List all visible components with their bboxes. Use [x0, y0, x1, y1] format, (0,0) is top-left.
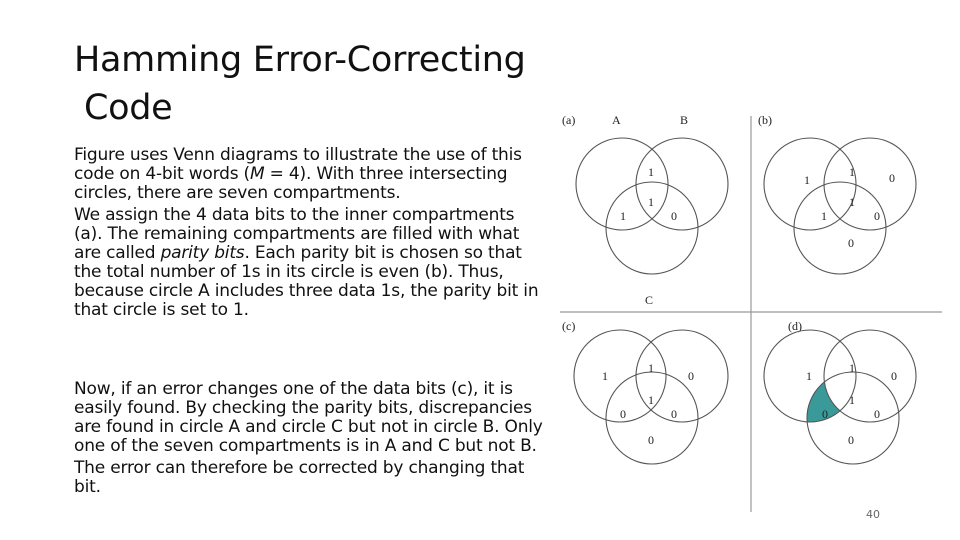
panel-b	[758, 113, 916, 274]
page-number: 40	[866, 508, 880, 521]
circle-b	[636, 330, 728, 422]
panel-d-tag: (d)	[788, 319, 802, 333]
circle-a-label: A	[612, 113, 621, 127]
slide-title	[74, 36, 554, 132]
value-a-only: 1	[806, 369, 812, 383]
circle-b	[636, 138, 728, 230]
paragraph-1-text-b: = 4). With three intersecting circles, there are seven compartments.	[74, 164, 508, 203]
value-ab: 1	[849, 165, 855, 179]
value-a-only: 1	[804, 173, 810, 187]
value-c-only: 0	[848, 236, 854, 250]
value-b-only: 0	[889, 171, 895, 185]
paragraph-1	[74, 146, 544, 203]
value-abc: 1	[849, 195, 855, 209]
body-text-bottom	[74, 380, 544, 500]
value-ac: 0	[620, 407, 626, 421]
value-ab: 1	[849, 361, 855, 375]
value-bc: 0	[671, 209, 677, 223]
value-c-only: 0	[648, 433, 654, 447]
error-highlight	[807, 330, 916, 464]
value-ab: 1	[648, 165, 654, 179]
title-line-1: Hamming Error-Correcting	[74, 40, 526, 80]
body-text-top	[74, 146, 544, 323]
title-line-2: Code	[84, 88, 173, 128]
circle-c-label: C	[645, 293, 654, 307]
circle-c	[794, 182, 886, 274]
value-c-only: 0	[848, 433, 854, 447]
panel-a	[562, 113, 728, 307]
panel-b-tag: (b)	[758, 113, 772, 127]
paragraph-3: Now, if an error changes one of the data bits (c), it is easily found. By checking the parity bits, discrepancies are found in circle A and circle C but not in circle B. Only one of the seven compartments is in A and C but not B.	[74, 379, 543, 456]
paragraph-4: The error can therefore be corrected by changing that bit.	[74, 458, 525, 497]
value-a-only: 1	[602, 369, 608, 383]
value-abc: 1	[648, 393, 654, 407]
circle-b-label: B	[680, 113, 689, 127]
paragraph-2-text-a: We assign the 4 data bits to the inner compartments (a). The remaining compartments are filled with what are called	[74, 205, 520, 263]
venn-figure	[560, 108, 942, 520]
paragraph-2-italic: parity bits	[160, 243, 245, 263]
value-ac: 0	[822, 407, 828, 421]
value-bc: 0	[874, 407, 880, 421]
value-bc: 0	[671, 407, 677, 421]
value-b-only: 0	[891, 369, 897, 383]
value-b-only: 0	[688, 369, 694, 383]
panel-c-tag: (c)	[562, 319, 576, 333]
circle-a	[764, 138, 856, 230]
paragraph-1-variable: M	[250, 164, 265, 184]
panel-d	[764, 319, 916, 464]
value-abc: 1	[849, 393, 855, 407]
paragraph-2	[74, 206, 544, 320]
panel-c	[562, 319, 728, 464]
circle-b	[824, 138, 916, 230]
value-bc: 0	[874, 209, 880, 223]
value-abc: 1	[648, 195, 654, 209]
paragraph-1-text-a: Figure uses Venn diagrams to illustrate the use of this code on 4-bit words (	[74, 145, 522, 184]
value-ac: 1	[620, 209, 626, 223]
paragraph-2-text-b: . Each parity bit is chosen so that the total number of 1s in its circle is even (b). Thus, because circle A includes three data 1s, the parity bit in that circle is set to 1.	[74, 243, 539, 320]
panel-a-tag: (a)	[562, 113, 576, 127]
value-ac: 1	[821, 209, 827, 223]
value-ab: 1	[648, 361, 654, 375]
